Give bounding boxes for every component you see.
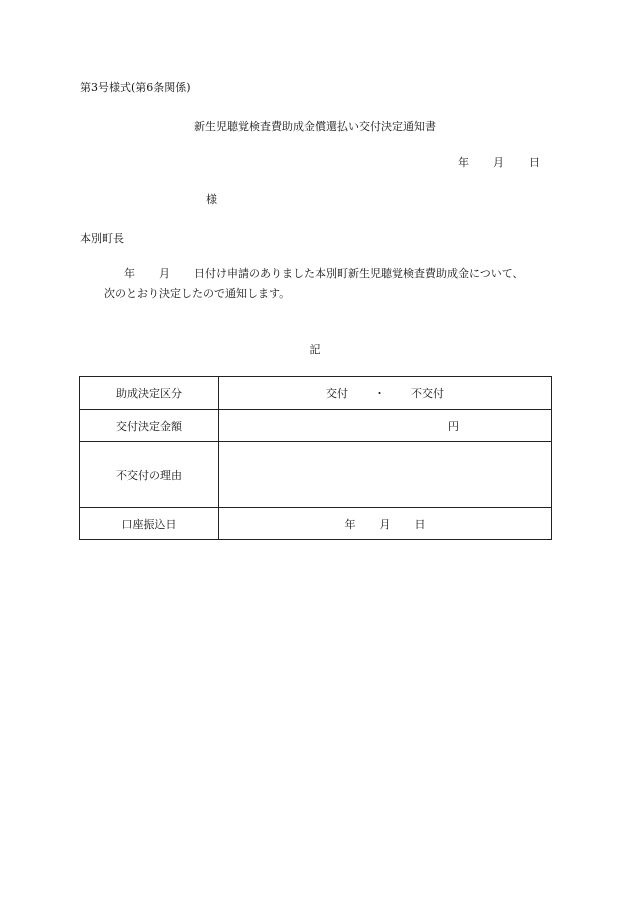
body-month: 月 bbox=[159, 267, 170, 280]
option-grant: 交付 bbox=[326, 387, 348, 400]
decision-category-label: 助成決定区分 bbox=[80, 377, 219, 410]
grant-amount-value bbox=[219, 410, 552, 442]
form-number: 第3号様式(第6条関係) bbox=[80, 81, 191, 94]
ki-heading: 記 bbox=[309, 343, 321, 356]
table-row bbox=[80, 410, 552, 442]
yen-unit: 円 bbox=[448, 419, 459, 433]
issue-date-day: 日 bbox=[529, 156, 540, 169]
table-row bbox=[80, 377, 552, 410]
nongrant-reason-value bbox=[219, 442, 552, 508]
option-separator: ・ bbox=[374, 387, 385, 400]
option-nongrant: 不交付 bbox=[411, 387, 444, 400]
issue-date-year: 年 bbox=[458, 156, 469, 169]
transfer-day: 日 bbox=[414, 517, 426, 531]
recipient-line: 様 bbox=[206, 193, 217, 206]
issue-date bbox=[458, 157, 540, 168]
body-text: 日付け申請のありました本別町新生児聴覚検査費助成金について、 bbox=[194, 267, 524, 280]
decision-category-value bbox=[219, 377, 552, 410]
nongrant-reason-label: 不交付の理由 bbox=[80, 442, 219, 508]
body-text-line-2: 次のとおり決定したので通知します。 bbox=[104, 287, 291, 300]
body-text-line-1 bbox=[124, 268, 524, 279]
body-year: 年 bbox=[124, 267, 135, 280]
decision-table bbox=[79, 376, 552, 540]
table-row bbox=[80, 442, 552, 508]
issue-date-month: 月 bbox=[493, 156, 504, 169]
document-title: 新生児聴覚検査費助成金償還払い交付決定通知書 bbox=[194, 120, 436, 133]
table-row bbox=[80, 508, 552, 540]
transfer-date-label: 口座振込日 bbox=[80, 508, 219, 540]
grant-amount-label: 交付決定金額 bbox=[80, 410, 219, 442]
transfer-date-value bbox=[219, 508, 552, 540]
transfer-month: 月 bbox=[379, 517, 391, 531]
issuer: 本別町長 bbox=[80, 232, 124, 245]
transfer-year: 年 bbox=[344, 517, 356, 531]
